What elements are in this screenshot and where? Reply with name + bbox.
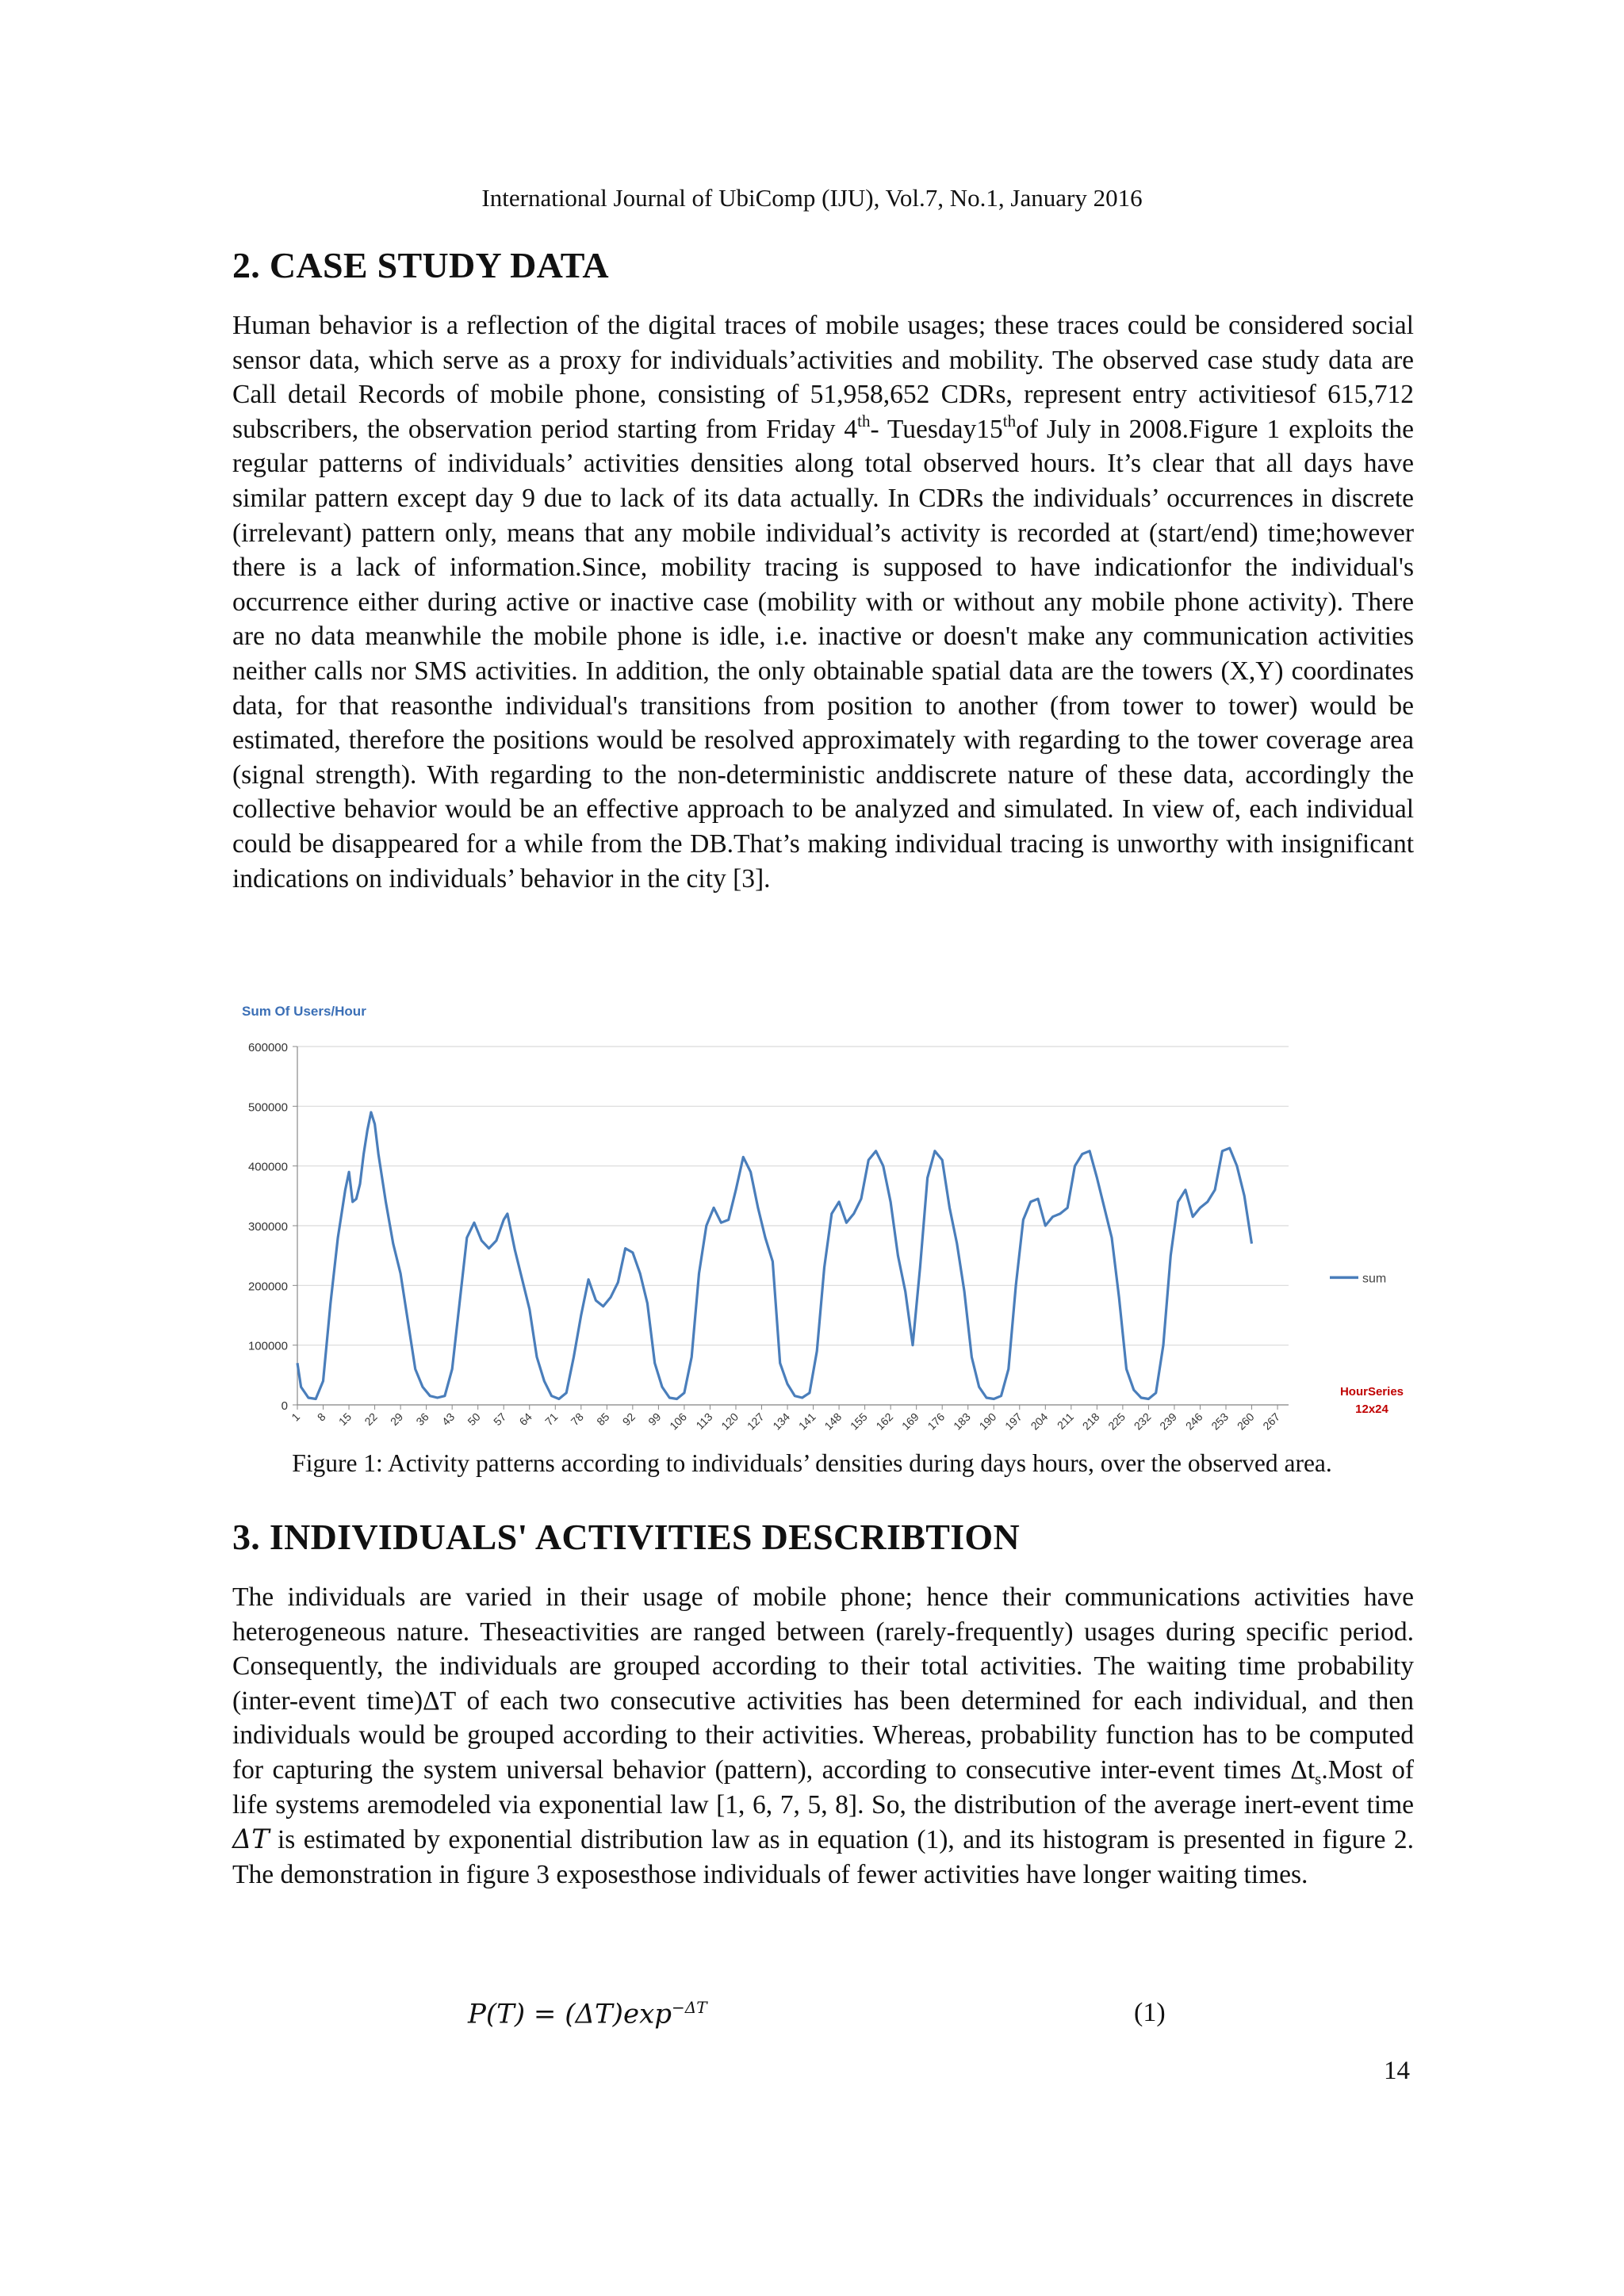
x-tick-label: 50 bbox=[465, 1410, 483, 1429]
y-tick-label: 300000 bbox=[247, 1220, 288, 1234]
x-tick-label: 78 bbox=[568, 1410, 586, 1429]
x-tick-label: 162 bbox=[873, 1410, 896, 1433]
figure-1-caption: Figure 1: Activity patterns according to individuals’ densities during days hours, over the observed area. bbox=[292, 1449, 1332, 1477]
y-tick-label: 100000 bbox=[247, 1339, 288, 1353]
x-tick-label: 141 bbox=[795, 1410, 818, 1433]
x-tick-label: 218 bbox=[1079, 1410, 1102, 1433]
x-tick-label: 92 bbox=[619, 1410, 638, 1429]
x-axis-note-1: HourSeries bbox=[1339, 1385, 1404, 1399]
x-tick-label: 211 bbox=[1054, 1410, 1076, 1432]
x-tick-label: 197 bbox=[1002, 1410, 1025, 1433]
series-line-sum bbox=[297, 1112, 1252, 1399]
journal-header: International Journal of UbiComp (IJU), Vol.7, No.1, January 2016 bbox=[481, 184, 1143, 212]
y-tick-label: 0 bbox=[281, 1399, 288, 1413]
x-tick-label: 239 bbox=[1157, 1410, 1180, 1433]
x-tick-label: 246 bbox=[1182, 1410, 1205, 1433]
x-tick-label: 8 bbox=[314, 1410, 328, 1424]
x-tick-label: 127 bbox=[744, 1410, 767, 1433]
x-tick-label: 43 bbox=[439, 1410, 458, 1429]
x-tick-label: 120 bbox=[718, 1410, 741, 1433]
x-tick-label: 64 bbox=[516, 1410, 534, 1429]
x-tick-label: 15 bbox=[335, 1410, 354, 1429]
y-tick-label: 400000 bbox=[247, 1160, 288, 1174]
x-tick-label: 204 bbox=[1028, 1410, 1051, 1433]
x-tick-label: 183 bbox=[951, 1410, 973, 1433]
x-tick-label: 57 bbox=[491, 1410, 509, 1429]
x-tick-label: 267 bbox=[1260, 1410, 1283, 1433]
y-tick-label: 200000 bbox=[247, 1280, 288, 1294]
section-2-paragraph: Human behavior is a reflection of the digital traces of mobile usages; these traces could be considered social sensor data, which serve as a proxy for individuals’activities and mobility. The observed case study data are Call detail Records of mobile phone, consisting of 51,958,652 CDRs, represent entry activitiesof 615,712 subscribers, the observation period starting from Friday 4th- Tuesday15thof July in 2008.Figure 1 exploits the regular patterns of individuals’ activities densities along total observed hours. It’s clear that all days have similar pattern except day 9 due to lack of its data actually. In CDRs the individuals’ occurrences in discrete (irrelevant) pattern only, means that any mobile individual’s activity is recorded at (start/end) time;however there is a lack of information.Since, mobility tracing is supposed to have indicationfor the individual's occurrence either during active or inactive case (mobility with or without any mobile phone activity). There are no data meanwhile the mobile phone is idle, i.e. inactive or doesn't make any communication activities neither calls nor SMS activities. In addition, the only obtainable spatial data are the towers (X,Y) coordinates data, for that reasonthe individual's transitions from position to another (from tower to tower) would be estimated, therefore the positions would be resolved approximately with regarding to the tower coverage area (signal strength). With regarding to the non-deterministic anddiscrete nature of these data, accordingly the collective behavior would be an effective approach to be analyzed and simulated. In view of, each individual could be disappeared for a while from the DB.That’s making individual tracing is unworthy with insignificant indications on individuals’ behavior in the city [3]. bbox=[232, 311, 1414, 894]
x-tick-label: 29 bbox=[387, 1410, 406, 1429]
x-tick-label: 106 bbox=[667, 1410, 690, 1433]
section-3-body bbox=[232, 1580, 1414, 1892]
equation-number: (1) bbox=[1134, 1998, 1166, 2027]
x-tick-label: 176 bbox=[925, 1410, 948, 1433]
x-axis-note-2: 12x24 bbox=[1355, 1402, 1388, 1416]
x-tick-label: 232 bbox=[1131, 1410, 1154, 1433]
x-tick-label: 155 bbox=[847, 1410, 870, 1433]
x-tick-label: 148 bbox=[822, 1410, 845, 1433]
section-2-heading: 2. CASE STUDY DATA bbox=[232, 245, 609, 285]
chart-title: Sum Of Users/Hour bbox=[242, 1004, 366, 1019]
x-tick-label: 71 bbox=[542, 1410, 561, 1429]
section-3-heading: 3. INDIVIDUALS' ACTIVITIES DESCRIBTION bbox=[232, 1517, 1021, 1557]
x-tick-label: 190 bbox=[976, 1410, 999, 1433]
page-number: 14 bbox=[1384, 2057, 1410, 2085]
x-tick-label: 1 bbox=[289, 1410, 303, 1424]
x-tick-label: 22 bbox=[362, 1410, 380, 1429]
x-tick-label: 36 bbox=[413, 1410, 431, 1429]
x-tick-label: 169 bbox=[898, 1410, 921, 1433]
section-3-paragraph: The individuals are varied in their usage of mobile phone; hence their communications activities have heterogeneous nature. Theseactivities are ranged between (rarely-frequently) usages during specific period. Consequently, the individuals are grouped according to their total activities. The waiting time probability (inter-event time)ΔT of each two consecutive activities has been determined for each individual, and then individuals would be grouped according to their activities. Whereas, probability function has to be computed for capturing the system universal behavior (pattern), according to consecutive inter-event times $\Delta t_s.Most$ of life systems aremodeled via exponential law [1, 6, 7, 5, 8]. So, the distribution of the average inert-event time ΔT is estimated by exponential distribution law as in equation (1), and its histogram is presented in figure 2. The demonstration in figure 3 exposesthose individuals of fewer activities have longer waiting times. bbox=[232, 1582, 1414, 1889]
x-tick-label: 253 bbox=[1208, 1410, 1231, 1433]
x-tick-label: 113 bbox=[693, 1410, 715, 1432]
legend-label: sum bbox=[1362, 1272, 1387, 1286]
x-tick-label: 99 bbox=[645, 1410, 664, 1429]
x-tick-label: 85 bbox=[594, 1410, 612, 1429]
figure-1-chart bbox=[230, 995, 1411, 1439]
y-tick-label: 500000 bbox=[247, 1100, 288, 1115]
x-tick-label: 260 bbox=[1234, 1410, 1257, 1433]
section-2-body bbox=[232, 308, 1414, 896]
x-tick-label: 134 bbox=[770, 1410, 793, 1433]
equation-1: $P(T) = (\Delta T)\exp^{-\Delta T}$ bbox=[468, 1998, 707, 2030]
x-tick-label: 225 bbox=[1105, 1410, 1128, 1433]
y-tick-label: 600000 bbox=[247, 1041, 288, 1054]
